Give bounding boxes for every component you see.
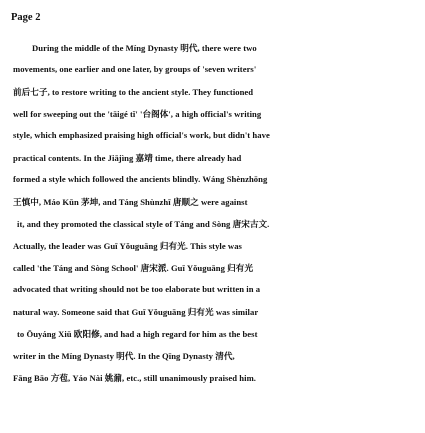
text-line-7: formed a style which followed the ancients blindly. Wáng Shènzhōng — [13, 174, 268, 184]
page-label: Page 2 — [11, 12, 41, 23]
text-line-13: natural way. Someone said that Guī Yǒuguāng 归有光 was similar — [13, 307, 259, 317]
text-line-1: During the middle of the Míng Dynasty 明代, there were two — [32, 43, 257, 53]
text-line-14: to Ōuyáng Xiū 欧阳修, and had a high regard for him as the best — [17, 329, 258, 339]
text-line-9: it, and they promoted the classical style of Táng and Sòng 唐宋古文. — [17, 219, 270, 229]
text-line-3: 前后七子, to restore writing to the ancient style. They functioned — [13, 87, 254, 97]
text-line-15: writer in the Míng Dynasty 明代. In the Qīng Dynasty 清代, — [13, 351, 235, 361]
text-line-2: movements, one earlier and one later, by groups of 'seven writers' — [13, 64, 257, 74]
text-line-11: called 'the Táng and Sòng School' 唐宋派. Guī Yǒuguāng 归有光 — [13, 263, 254, 273]
text-line-6: practical contents. In the Jiājìng 嘉靖 time, there already had — [13, 153, 242, 163]
text-line-5: style, which emphasized praising high official's work, but didn't have — [13, 130, 270, 140]
text-line-16: Fāng Bāo 方苞, Yáo Nài 姚鼐, etc., still unanimously praised him. — [13, 373, 256, 383]
text-line-12: advocated that writing should not be too elaborate but written in a — [13, 284, 261, 294]
text-line-10: Actually, the leader was Guī Yǒuguāng 归有光. This style was — [13, 241, 242, 251]
text-line-8: 王慎中, Máo Kūn 茅坤, and Táng Shùnzhī 唐顺之 were against — [13, 197, 248, 207]
text-line-4: well for sweeping out the 'tāigé tǐ' '台阁体', a high official's writing — [13, 109, 262, 119]
